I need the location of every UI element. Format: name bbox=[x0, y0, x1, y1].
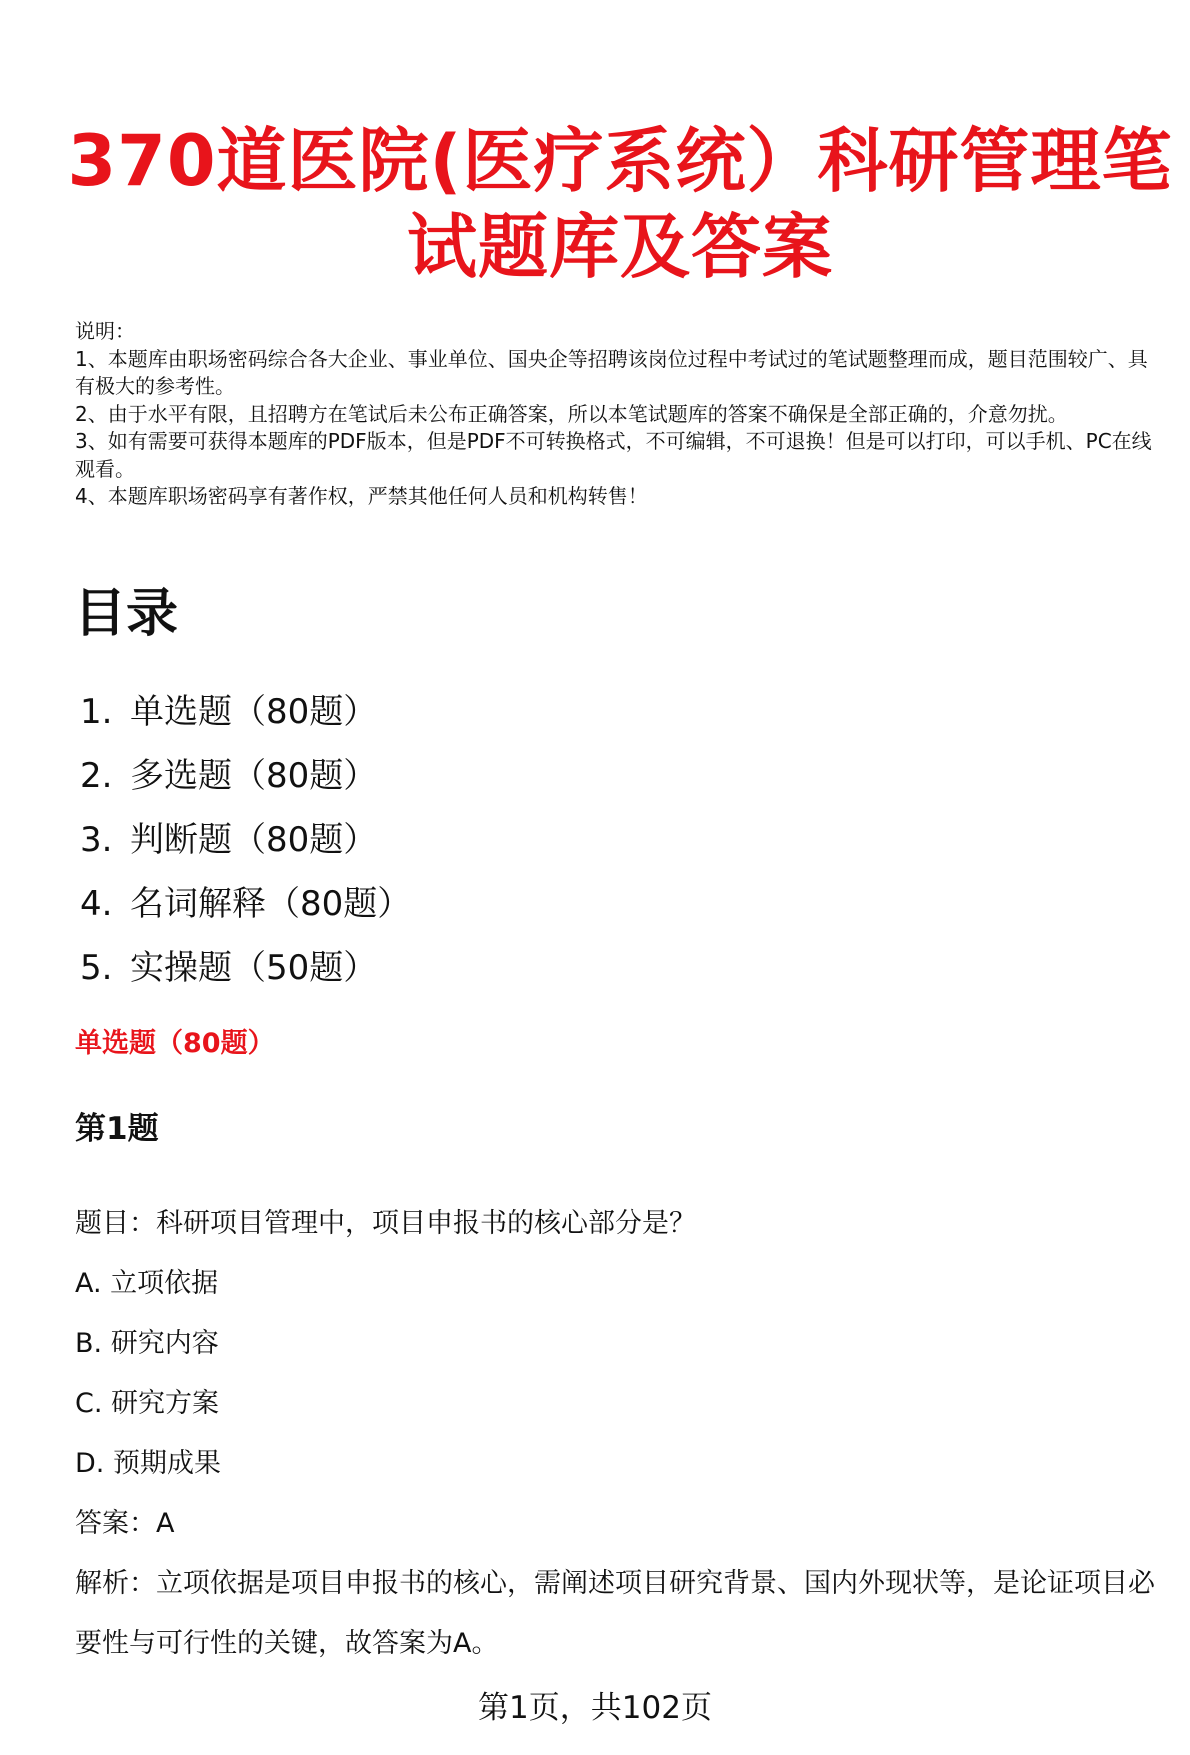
note-item: 3、如有需要可获得本题库的PDF版本，但是PDF不可转换格式，不可编辑，不可退换！但是可以打印，可以手机、PC在线观看。 bbox=[75, 429, 1152, 481]
question-number: 第1题 bbox=[75, 1111, 159, 1147]
notes-heading: 说明： bbox=[75, 319, 135, 343]
toc-item-label: 单选题（80题） bbox=[130, 692, 378, 732]
question-block bbox=[75, 1204, 1165, 1674]
question-stem: 题目：科研项目管理中，项目申报书的核心部分是？ bbox=[75, 1208, 696, 1239]
toc-item-number: 1. bbox=[80, 692, 113, 732]
toc-item-true-false[interactable] bbox=[80, 818, 411, 882]
option-c: C. 研究方案 bbox=[75, 1388, 220, 1419]
toc-item-number: 4. bbox=[80, 884, 113, 924]
toc-item-label: 判断题（80题） bbox=[130, 820, 378, 860]
toc-item-term-definition[interactable] bbox=[80, 882, 411, 946]
notes-block bbox=[75, 318, 1155, 511]
toc-item-multiple-choice[interactable] bbox=[80, 754, 411, 818]
toc-item-number: 2. bbox=[80, 756, 113, 796]
page-footer: 第1页，共102页 bbox=[478, 1690, 712, 1726]
note-item: 1、本题库由职场密码综合各大企业、事业单位、国央企等招聘该岗位过程中考试过的笔试题整理而成，题目范围较广、具有极大的参考性。 bbox=[75, 346, 1148, 398]
option-b: B. 研究内容 bbox=[75, 1328, 219, 1359]
toc-item-practical[interactable] bbox=[80, 946, 411, 1010]
toc-item-label: 名词解释（80题） bbox=[130, 884, 412, 924]
toc-item-label: 实操题（50题） bbox=[130, 948, 378, 988]
toc-item-label: 多选题（80题） bbox=[130, 756, 378, 796]
note-item: 4、本题库职场密码享有著作权，严禁其他任何人员和机构转售！ bbox=[75, 484, 648, 508]
option-a: A. 立项依据 bbox=[75, 1268, 219, 1299]
section-heading: 单选题（80题） bbox=[75, 1028, 275, 1059]
table-of-contents bbox=[80, 690, 411, 1010]
note-item: 2、由于水平有限，且招聘方在笔试后未公布正确答案，所以本笔试题库的答案不确保是全部正确的，介意勿扰。 bbox=[75, 401, 1068, 426]
toc-item-number: 5. bbox=[80, 948, 113, 988]
explanation: 解析：立项依据是项目申报书的核心，需阐述项目研究背景、国内外现状等，是论证项目必要性与可行性的关键，故答案为A。 bbox=[75, 1568, 1155, 1659]
toc-heading: 目录 bbox=[74, 584, 179, 644]
document-title: 370道医院(医疗系统）科研管理笔试题库及答案 bbox=[67, 120, 1173, 288]
toc-item-number: 3. bbox=[80, 820, 113, 860]
toc-item-single-choice[interactable] bbox=[80, 690, 411, 754]
option-d: D. 预期成果 bbox=[75, 1448, 221, 1479]
answer: 答案：A bbox=[75, 1508, 175, 1539]
